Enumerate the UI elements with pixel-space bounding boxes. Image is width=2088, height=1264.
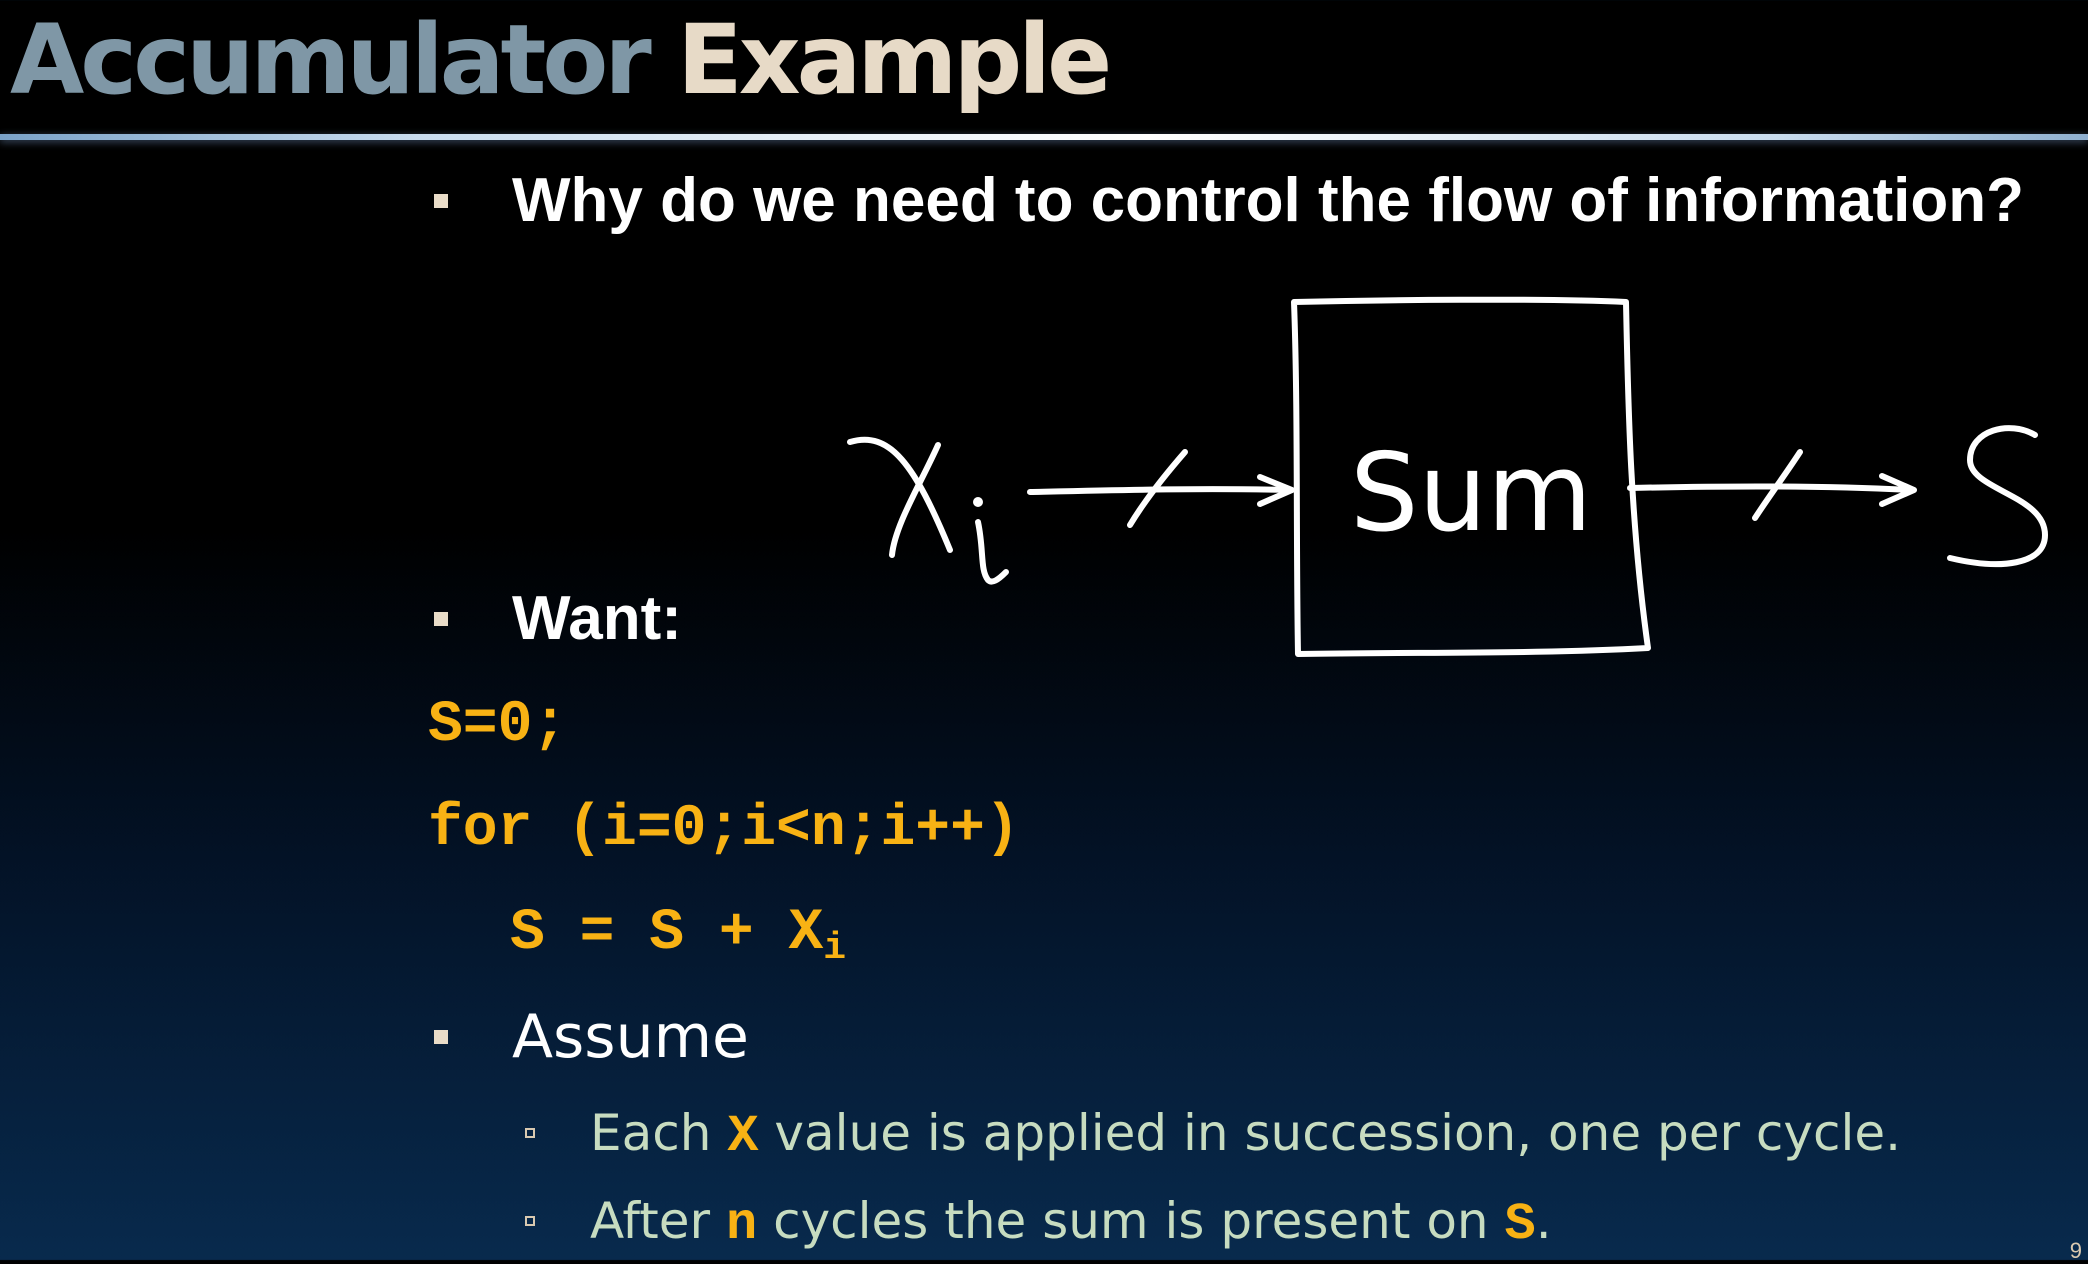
page-number: 9 — [2069, 1238, 2082, 1263]
output-s-label — [1950, 428, 2045, 564]
sub-bullet-text: Each — [590, 1104, 728, 1162]
sub-bullet-marker — [525, 1128, 535, 1138]
bullet-assume: Assume — [512, 1002, 749, 1072]
bullet-marker — [434, 612, 448, 626]
sum-box-label: Sum — [1350, 431, 1593, 556]
sub-bullet-marker — [525, 1216, 535, 1226]
bullet-question: Why do we need to control the flow of information? — [512, 166, 2025, 235]
sub-bullet-text: After — [590, 1192, 726, 1250]
bullet-want: Want: — [512, 584, 682, 653]
input-x-label — [850, 440, 1006, 582]
highlight-s: S — [1504, 1195, 1536, 1254]
title-word-accumulator: Accumulator — [10, 4, 648, 116]
title-divider — [0, 134, 2088, 140]
slide-title — [10, 0, 1108, 120]
code-sum-expression: S = S + X — [510, 901, 824, 966]
code-line-for: for (i=0;i<n;i++) — [428, 797, 1020, 862]
bullet-marker — [434, 1030, 448, 1044]
title-word-example: Example — [677, 4, 1109, 116]
code-sum-subscript: i — [823, 927, 847, 970]
sub-bullet-text: value is applied in succession, one per cycle. — [758, 1104, 1902, 1162]
sub-bullet-text: cycles the sum is present on — [757, 1192, 1505, 1250]
sum-block-diagram — [820, 280, 2088, 680]
sub-bullet-each-x — [590, 1102, 1901, 1168]
highlight-x: X — [727, 1107, 759, 1166]
highlight-n: n — [725, 1195, 758, 1254]
output-arrow — [1630, 452, 1914, 518]
input-arrow — [1030, 452, 1292, 525]
bullet-marker — [434, 194, 448, 208]
sub-bullet-after-n — [590, 1190, 1552, 1256]
code-line-sum — [510, 900, 846, 983]
sub-bullet-text: . — [1535, 1192, 1552, 1250]
code-line-init: S=0; — [428, 693, 568, 758]
